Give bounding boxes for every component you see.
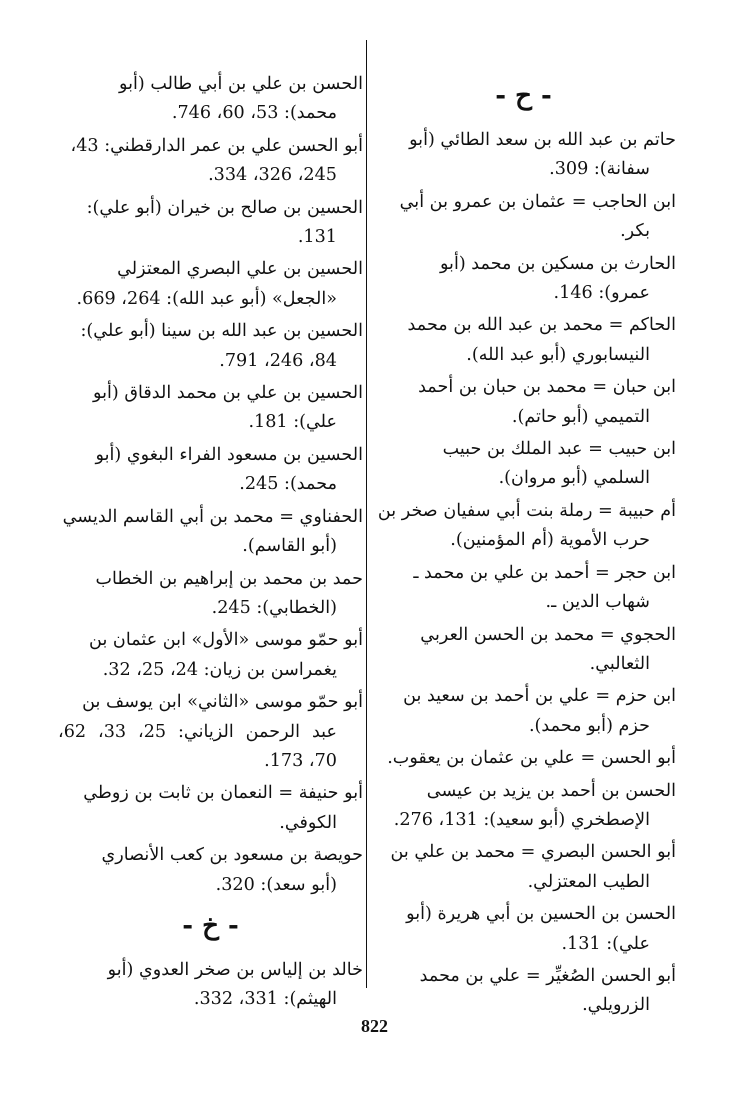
entry-head: الحسن بن أحمد بن يزيد بن عيسى	[426, 780, 676, 801]
entry-head: الحسين بن صالح بن خيران (أبو علي):	[86, 197, 363, 218]
entry-continuation: محمد): 53، 60، 746.	[171, 103, 337, 124]
left-column	[58, 70, 363, 1018]
index-entry	[371, 559, 676, 618]
index-entry	[371, 373, 676, 432]
index-entry	[58, 565, 363, 624]
entry-continuation: السلمي (أبو مروان).	[498, 468, 650, 489]
index-entry	[58, 626, 363, 685]
entry-continuation: الزرويلي.	[582, 995, 650, 1016]
entry-head: حمد بن محمد بن إبراهيم بن الخطاب	[95, 568, 363, 589]
entry-head: أبو حنيفة = النعمان بن ثابت بن زوطي	[83, 783, 363, 804]
entry-head: أبو الحسن الصُغيِّر = علي بن محمد	[419, 965, 676, 986]
entry-head: الحسين بن مسعود الفراء البغوي (أبو	[95, 444, 363, 465]
entry-continuation: الهيثم): 331، 332.	[193, 989, 337, 1010]
index-entry	[371, 838, 676, 897]
index-entry	[58, 441, 363, 500]
entry-continuation: (أبو سعد): 320.	[215, 874, 337, 895]
entry-head: الحسين بن علي البصري المعتزلي	[117, 259, 363, 280]
entry-continuation: الطيب المعتزلي.	[527, 871, 650, 892]
index-entry	[58, 132, 363, 191]
left-entries	[58, 70, 363, 900]
index-entry	[58, 956, 363, 1015]
entry-head: الحسن بن علي بن أبي طالب (أبو	[118, 74, 363, 94]
entry-continuation: النيسابوري (أبو عبد الله).	[466, 344, 650, 365]
entry-head: ابن حبيب = عبد الملك بن حبيب	[442, 439, 676, 460]
entry-head: الحسين بن عبد الله بن سينا (أبو علي):	[80, 321, 363, 342]
index-entry	[371, 744, 676, 773]
entry-head: الحسن بن الحسين بن أبي هريرة (أبو	[406, 904, 676, 925]
entry-head: ابن حبان = محمد بن حبان بن أحمد	[418, 377, 676, 398]
index-entry	[58, 779, 363, 838]
entry-head: أبو حمّو موسى «الأول» ابن عثمان بن	[89, 630, 363, 651]
index-entry	[58, 317, 363, 376]
left-entries-after	[58, 956, 363, 1015]
entry-head: حويصة بن مسعود بن كعب الأنصاري	[101, 845, 363, 866]
entry-continuation: التميمي (أبو حاتم).	[511, 406, 650, 427]
entry-head: حاتم بن عبد الله بن سعد الطائي (أبو	[409, 130, 676, 150]
index-entry	[371, 435, 676, 494]
entry-continuation: الثعالبي.	[589, 653, 650, 674]
right-entries	[371, 126, 676, 1021]
entry-head: أبو الحسن علي بن عمر الدارقطني: 43،	[70, 135, 363, 156]
entry-continuation: علي): 181.	[248, 412, 337, 433]
index-entry	[371, 250, 676, 309]
right-column	[371, 70, 676, 1024]
page-number: 822	[361, 1016, 388, 1036]
entry-head: أم حبيبة = رملة بنت أبي سفيان صخر بن	[377, 500, 676, 521]
index-entry	[58, 503, 363, 562]
entry-continuation: الكوفي.	[279, 812, 337, 833]
entry-continuation: 84، 246، 791.	[219, 350, 337, 371]
index-entry	[58, 70, 363, 129]
entry-continuation: علي): 131.	[561, 933, 650, 954]
entry-continuation: الإصطخري (أبو سعيد): 131، 276.	[393, 809, 650, 830]
entry-head: الحفناوي = محمد بن أبي القاسم الديسي	[62, 506, 363, 527]
entry-continuation: يغمراسن بن زيان: 24، 25، 32.	[102, 659, 337, 680]
entry-head: الحجوي = محمد بن الحسن العربي	[420, 624, 676, 645]
entry-continuation: عمرو): 146.	[553, 283, 650, 304]
section-letter-kha: - خ -	[182, 910, 239, 941]
index-entry	[371, 621, 676, 680]
entry-head: ابن الحاجب = عثمان بن عمرو بن أبي	[399, 191, 676, 212]
entry-continuation: محمد): 245.	[239, 474, 337, 495]
entry-head: الحاكم = محمد بن عبد الله بن محمد	[407, 315, 676, 336]
entry-head: أبو حمّو موسى «الثاني» ابن يوسف بن	[82, 692, 363, 713]
entry-continuation: سفانة): 309.	[549, 159, 650, 180]
entry-continuation: 131.	[297, 227, 337, 248]
index-entry	[58, 255, 363, 314]
entry-continuation: «الجعل» (أبو عبد الله): 264، 669.	[76, 288, 337, 309]
index-entry	[371, 900, 676, 959]
entry-head: أبو الحسن = علي بن عثمان بن يعقوب.	[387, 748, 676, 769]
entry-continuation: عبد الرحمن الزياني: 25، 33، 62، 70، 173.	[58, 721, 337, 771]
index-entry	[371, 682, 676, 741]
index-entry	[58, 841, 363, 900]
index-entry	[371, 126, 676, 185]
index-entry	[58, 688, 363, 776]
section-letter-ha: - ح -	[495, 81, 552, 111]
entry-head: الحسين بن علي بن محمد الدقاق (أبو	[93, 383, 363, 404]
index-entry	[371, 777, 676, 836]
index-entry	[371, 497, 676, 556]
entry-continuation: حزم (أبو محمد).	[528, 715, 650, 736]
entry-continuation: بكر.	[620, 221, 650, 242]
entry-continuation: 245، 326، 334.	[208, 165, 337, 186]
index-entry	[371, 311, 676, 370]
entry-head: ابن حجر = أحمد بن علي بن محمد ـ	[413, 562, 676, 583]
entry-continuation: شهاب الدين ـ.	[545, 592, 650, 613]
column-divider	[366, 40, 367, 988]
index-entry	[371, 188, 676, 247]
entry-head: ابن حزم = علي بن أحمد بن سعيد بن	[403, 686, 676, 707]
index-entry	[58, 379, 363, 438]
entry-head: الحارث بن مسكين بن محمد (أبو	[439, 253, 676, 274]
entry-continuation: حرب الأموية (أم المؤمنين).	[450, 530, 650, 551]
entry-continuation: (أبو القاسم).	[242, 536, 337, 557]
entry-continuation: (الخطابي): 245.	[211, 597, 337, 618]
entry-head: أبو الحسن البصري = محمد بن علي بن	[390, 842, 676, 863]
index-entry	[58, 194, 363, 253]
index-entry	[371, 962, 676, 1021]
entry-head: خالد بن إلياس بن صخر العدوي (أبو	[107, 959, 363, 980]
